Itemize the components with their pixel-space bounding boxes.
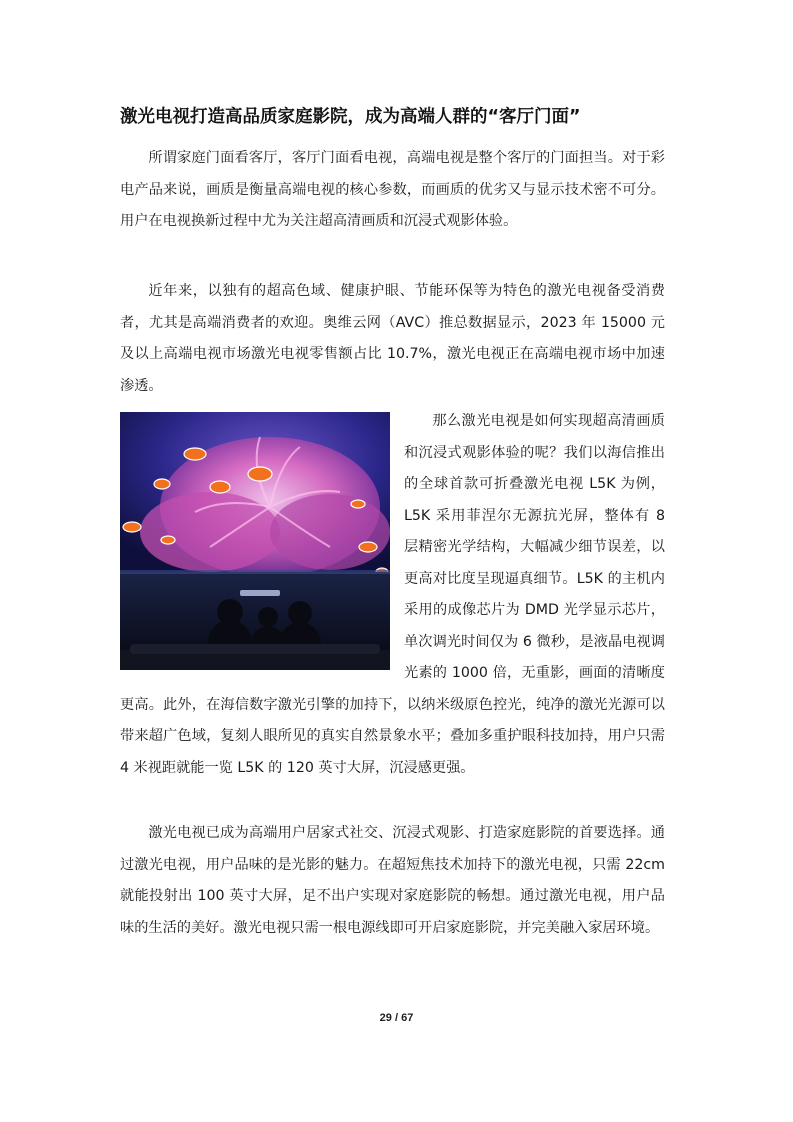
paragraph-2: 近年来，以独有的超高色域、健康护眼、节能环保等为特色的激光电视备受消费者，尤其是高端消费者的欢迎。奥维云网（AVC）推总数据显示，2023 年 15000 元及以上高端电视市场激光电视零售额占比 10.7%，激光电视正在高端电视市场中加速渗透。 — [120, 283, 665, 394]
figure-with-text — [120, 406, 665, 784]
page-number: 29 / 67 — [379, 1012, 414, 1024]
paragraph-4: 激光电视已成为高端用户居家式社交、沉浸式观影、打造家庭影院的首要选择。通过激光电视，用户品味的是光影的魅力。在超短焦技术加持下的激光电视，只需 22cm 就能投射出 100 英寸大屏，足不出户实现对家庭影院的畅想。通过激光电视，用户品味的生活的美好。激光电视只需一根电源线即可开启家庭影院，并完美融入家居环境。 — [120, 825, 665, 936]
paragraph-1: 所谓家庭门面看客厅，客厅门面看电视，高端电视是整个客厅的门面担当。对于彩电产品来说，画质是衡量高端电视的核心参数，而画质的优劣又与显示技术密不可分。用户在电视换新过程中尤为关注超高清画质和沉浸式观影体验。 — [120, 150, 665, 229]
section-heading: 激光电视打造高品质家庭影院，成为高端人群的“客厅门面” — [120, 107, 581, 127]
laser-tv-photo — [120, 412, 390, 670]
paragraph-3: 那么激光电视是如何实现超高清画质和沉浸式观影体验的呢？我们以海信推出的全球首款可折叠激光电视 L5K 为例，L5K 采用菲涅尔无源抗光屏，整体有 8 层精密光学结构，大幅减少细节误差，以更高对比度呈现逼真细节。L5K 的主机内采用的成像芯片为 DMD 光学显示芯片，单次调光时间仅为 6 微秒，是液晶电视调光素的 1000 倍，无重影，画面的清晰度更高。此外，在海信数字激光引擎的加持下，以纳米级原色控光，纯净的激光光源可以带来超广色域，复刻人眼所见的真实自然景象水平；叠加多重护眼科技加持，用户只需 4 米视距就能一览 L5K 的 120 英寸大屏，沉浸感更强。 — [120, 413, 665, 776]
